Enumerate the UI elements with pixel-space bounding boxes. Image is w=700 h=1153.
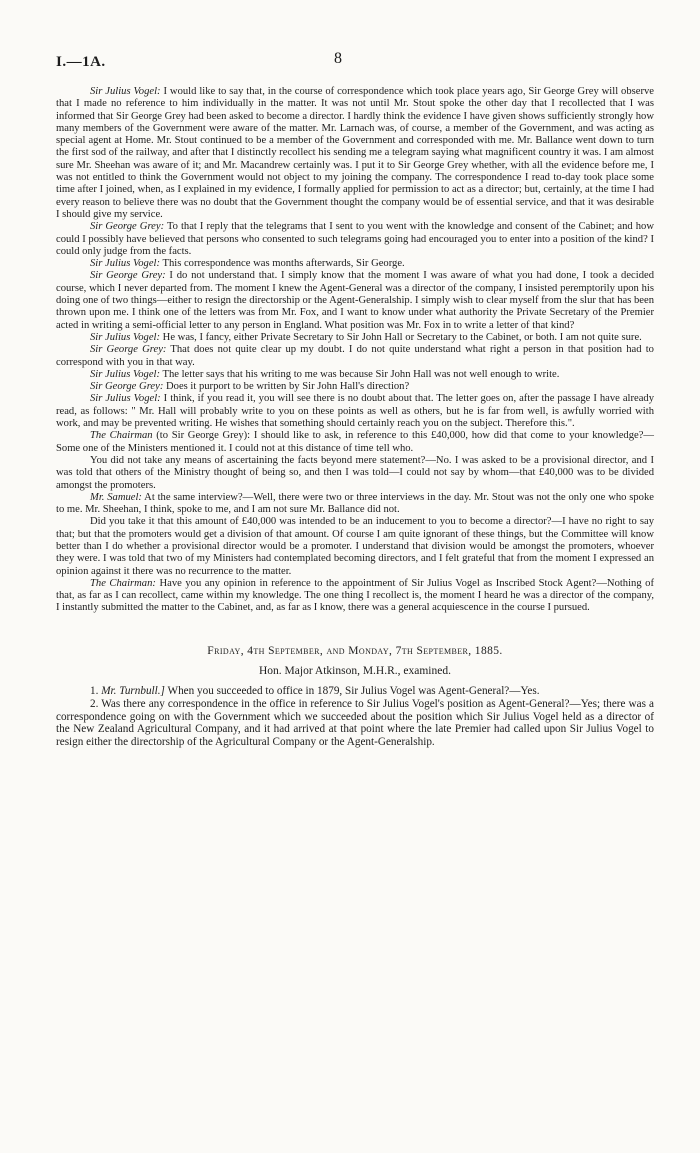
paragraph-text: He was, I fancy, either Private Secretary to Sir John Hall or Secretary to the Cabinet, or both. I am not quite sure. (160, 331, 642, 343)
examination-section (56, 645, 654, 750)
paragraph (56, 393, 654, 430)
paragraph (56, 270, 654, 331)
paragraph (56, 578, 654, 615)
speaker: Sir Julius Vogel: (90, 393, 161, 405)
speaker: Sir George Grey: (90, 381, 164, 393)
speaker: Sir George Grey: (90, 344, 167, 356)
paragraph (56, 258, 654, 270)
paragraph-text: Does it purport to be written by Sir John Hall's direction? (163, 381, 410, 393)
speaker: Sir Julius Vogel: (90, 368, 161, 380)
speaker: Sir Julius Vogel: (90, 331, 161, 343)
question-text: Was there any correspondence in the office in reference to Sir Julius Vogel's position as Agent-General?—Yes; there was a correspondence going on with the Government which we succeeded about the position which Sir Julius Vogel held as a director of the New Zealand Agricultural Company, and it had arrived at that point where the late Premier had called upon Sir Julius Vogel to resign either the directorship of the Agricultural Company or the Agent-Generalship. (56, 697, 654, 749)
paragraph-text: The letter says that his writing to me was because Sir John Hall was not well enough to write. (160, 368, 560, 380)
speaker: Sir George Grey: (90, 270, 166, 282)
paragraph (56, 369, 654, 381)
paragraph (56, 381, 654, 393)
paragraph-text: I would like to say that, in the course of correspondence which took place years ago, Sir George Grey will observe that I made no reference to him individually in the matter. It was not until Mr. Stout spoke the other day that I recollected that I was informed that Sir George Grey had been asked to become a director. I hardly think the evidence I have given shows sufficiently strongly how many members of the Government were aware of the matter. Mr. Larnach was, of course, a member of the Government, and was acting as special agent at Home. Mr. Stout continued to be a member of the Government and corresponded with me. Mr. Ballance went down to turn the first sod of the railway, and after that I distinctly recollect his sending me a telegram saying what magnificent country it was. I am almost sure Mr. Sheehan was aware of it; and Mr. Macandrew certainly was. I put it to Sir George Grey whether, with all the evidence before me, I was not entitled to think the Government would not object to my joining the company. The correspondence I read to-day took place some time after I joined, when, as I explained in my evidence, I formally applied for permission to act as a director; but, certainly, at the time I had every reason to believe there was no doubt that the Government thought the company would be of essential service, and that it was desirable I should give my service. (56, 86, 654, 220)
paragraph-text: I think, if you read it, you will see there is no doubt about that. The letter goes on, after the passage I have already read, as follows: " Mr. Hall will probably write to you on these points as well as others, but he is far from well, is awfully worried with work, and may be prevented writing. He wishes that something should certainly reach you on the subject. Therefore this.". (56, 393, 654, 430)
question-number: 2. (90, 697, 99, 710)
speaker: Sir Julius Vogel: (90, 86, 161, 97)
question-item (56, 685, 654, 698)
paragraph-text: At the same interview?—Well, there were two or three interviews in the day. Mr. Stout was not the only one who spoke to me. Mr. Sheehan, I think, spoke to me, and I am not sure Mr. Ballance did not. (56, 491, 654, 516)
speaker: Mr. Turnbull.] (101, 684, 165, 697)
section-date-heading: Friday, 4th September, and Monday, 7th September, 1885. (207, 644, 503, 657)
paragraph-text: I do not understand that. I simply know that the moment I was aware of what you had done, I took a decided course, which I never departed from. The moment I knew the Agent-General was a director of the company, I insisted peremptorily upon his doing one of two things—either to resign the directorship or the Agent-Generalship. I simply wish to clear myself from the slur that has been thrown upon me. I think one of the letters was from Mr. Fox, and I want to know under what authority the Private Secretary of the Premier acted in writing a semi-official letter to any person in England. What position was Mr. Fox in to write a letter of that kind? (56, 270, 655, 331)
paragraph-text: Did you take it that this amount of £40,000 was intended to be an inducement to you to become a director?—I have no right to say that; but that the promoters would get a division of that amount. Of course I am quite ignorant of these things, but the Committee will know better than I do whether a provisional director would be a promoter. I understand that division would be amongst the promoters, whoever they were. I was told that two of my Ministers had contemplated becoming directors, and I felt grateful that from the moment I expressed an opinion against it there was no recurrence to the matter. (56, 516, 654, 577)
paragraph-text: (to Sir George Grey): I should like to ask, in reference to this £40,000, how did that come to your knowledge?—Some one of the Ministers mentioned it. I could not at this distance of time tell who. (56, 430, 654, 454)
document-page (56, 44, 654, 749)
paragraph-text: This correspondence was months afterwards, Sir George. (160, 258, 405, 270)
page-header (56, 44, 654, 74)
speaker: Sir Julius Vogel: (90, 258, 161, 270)
speaker: Mr. Samuel: (90, 491, 142, 503)
paragraph-text: To that I reply that the telegrams that I sent to you went with the knowledge and consent of the Cabinet; and how could I possibly have believed that persons who consented to such telegrams going had encouraged you to enter into a position of the kind? I could only judge from the facts. (56, 221, 654, 257)
paragraph (56, 221, 654, 258)
paragraph-text: Have you any opinion in reference to the appointment of Sir Julius Vogel as Inscribed Stock Agent?—Nothing of that, as far as I can recollect, came within my knowledge. The one thing I recollect is, the moment I heard he was a director of the company, I instantly submitted the matter to the Cabinet, and, as far as I know, there was a general acquiescence in the course I pursued. (56, 577, 654, 614)
paragraph (56, 492, 654, 517)
paragraph (56, 430, 654, 455)
paragraph-text: That does not quite clear up my doubt. I do not quite understand what right a person in that position had to correspond with you in that way. (56, 344, 654, 368)
section-witness-heading: Hon. Major Atkinson, M.H.R., examined. (259, 664, 451, 677)
speaker: Sir George Grey: (90, 221, 165, 233)
paragraph (56, 344, 654, 369)
paragraph (56, 86, 654, 221)
paragraph (56, 455, 654, 492)
question-number: 1. (90, 684, 99, 697)
paragraph (56, 332, 654, 344)
page-number: 8 (334, 50, 342, 67)
paragraph (56, 516, 654, 577)
paragraph-text: You did not take any means of ascertaining the facts beyond mere statement?—No. I was asked to be a provisional director, and I was told that others of the Ministry thought of being so, and then I was told—I could not say by whom—that £40,000 was to be divided amongst the promoters. (56, 454, 654, 491)
speaker: The Chairman: (90, 577, 156, 589)
speaker: The Chairman (90, 430, 153, 442)
question-item (56, 698, 654, 750)
question-text: When you succeeded to office in 1879, Sir Julius Vogel was Agent-General?—Yes. (164, 684, 540, 697)
document-reference: I.—1A. (56, 54, 106, 70)
evidence-body (56, 86, 654, 615)
